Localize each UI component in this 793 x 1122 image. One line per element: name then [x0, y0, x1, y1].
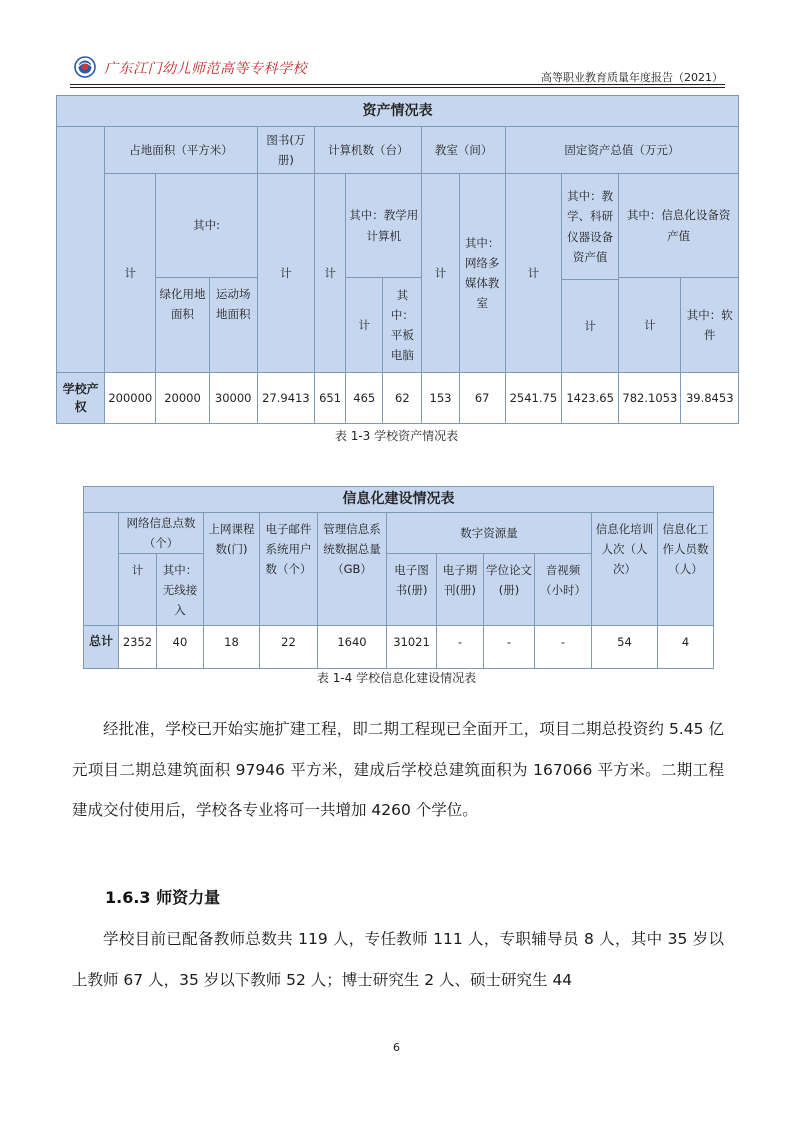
fixed-assets-total-label: 计	[505, 174, 561, 373]
value-it-training: 54	[592, 625, 658, 668]
header-rule	[70, 84, 725, 85]
value-it-staff: 4	[658, 625, 714, 668]
teaching-computers-label: 其中：教学用计算机	[346, 174, 422, 278]
header-mis-data: 管理信息系统数据总量（GB）	[318, 512, 387, 625]
ebooks-label: 电子图书(册)	[387, 553, 437, 625]
value-computers-total: 651	[315, 373, 346, 424]
multimedia-rooms-label: 其中：网络多媒体教室	[459, 174, 505, 373]
header-books: 图书(万册)	[257, 127, 314, 174]
header-computers: 计算机数（台）	[315, 127, 422, 174]
row-school-property: 学校产权	[57, 373, 105, 424]
teaching-equipment-total-label: 计	[562, 280, 619, 373]
school-logo-icon	[74, 56, 96, 78]
value-network-points: 2352	[119, 625, 157, 668]
value-av-hours: -	[535, 625, 592, 668]
header-fixed-assets: 固定资产总值（万元）	[505, 127, 738, 174]
value-land-total: 200000	[105, 373, 156, 424]
it-table-title: 信息化建设情况表	[84, 487, 714, 513]
land-among-label: 其中:	[156, 174, 257, 278]
value-sports-area: 30000	[209, 373, 257, 424]
header-it-training: 信息化培训人次（人次）	[592, 512, 658, 625]
classrooms-total-label: 计	[422, 174, 459, 373]
header-network-points: 网络信息点数（个）	[119, 512, 204, 553]
row-total: 总计	[84, 625, 119, 668]
header-digital-resources: 数字资源量	[387, 512, 592, 553]
assets-table-title: 资产情况表	[57, 96, 739, 127]
av-hours-label: 音视频（小时）	[535, 553, 592, 625]
header-rule-thin	[70, 87, 725, 88]
value-mis-data: 1640	[318, 625, 387, 668]
value-teaching-computers: 465	[346, 373, 383, 424]
header-classrooms: 教室（间）	[422, 127, 505, 174]
wireless-label: 其中：无线接入	[157, 553, 204, 625]
green-area-label: 绿化用地面积	[156, 278, 209, 373]
value-online-courses: 18	[204, 625, 260, 668]
network-points-total-label: 计	[119, 553, 157, 625]
value-classrooms-total: 153	[422, 373, 459, 424]
teaching-computers-total-label: 计	[346, 278, 383, 373]
it-table-caption: 表 1-4 学校信息化建设情况表	[316, 671, 477, 685]
header-email-users: 电子邮件系统用户数（个）	[260, 512, 318, 625]
paragraph-expansion: 经批准，学校已开始实施扩建工程，即二期工程现已全面开工，项目二期总投资约 5.45 亿元项目二期总建筑面积 97946 平方米，建成后学校总建筑面积为 167066 平方米。二期工程建成交付使用后，学校各专业将可一共增加 4260 个学位。	[72, 720, 724, 820]
value-teaching-equipment: 1423.65	[562, 373, 619, 424]
it-row-header-blank	[84, 512, 119, 625]
value-books: 27.9413	[257, 373, 314, 424]
page-header	[70, 52, 725, 88]
value-software: 39.8453	[681, 373, 739, 424]
report-title: 高等职业教育质量年度报告（2021）	[541, 71, 723, 84]
value-green-area: 20000	[156, 373, 209, 424]
value-theses: -	[484, 625, 535, 668]
ejournals-label: 电子期刊(册)	[437, 553, 484, 625]
school-name-logotype: 广东江门幼儿师范高等专科学校	[104, 61, 307, 77]
value-ejournals: -	[437, 625, 484, 668]
teaching-equipment-label: 其中：教学、科研仪器设备资产值	[562, 174, 619, 280]
header-land-area: 占地面积（平方米）	[105, 127, 258, 174]
value-it-equipment: 782.1053	[619, 373, 681, 424]
sports-area-label: 运动场地面积	[209, 278, 257, 373]
books-total-label: 计	[257, 174, 314, 373]
value-tablets: 62	[383, 373, 422, 424]
it-equipment-label: 其中：信息化设备资产值	[619, 174, 739, 278]
value-multimedia-rooms: 67	[459, 373, 505, 424]
header-online-courses: 上网课程数(门)	[204, 512, 260, 625]
page-number: 6	[393, 1041, 400, 1054]
value-wireless: 40	[157, 625, 204, 668]
paragraph-faculty: 学校目前已配备教师总数共 119 人，专任教师 111 人，专职辅导员 8 人，其中 35 岁以上教师 67 人，35 岁以下教师 52 人；博士研究生 2 人、硕士研究生 44	[72, 930, 724, 989]
software-label: 其中：软件	[681, 278, 739, 373]
tablets-label: 其中：平板电脑	[383, 278, 422, 373]
it-equipment-total-label: 计	[619, 278, 681, 373]
value-ebooks: 31021	[387, 625, 437, 668]
assets-table	[56, 95, 739, 424]
section-heading: 1.6.3 师资力量	[105, 888, 221, 907]
theses-label: 学位论文(册)	[484, 553, 535, 625]
header-it-staff: 信息化工作人员数（人）	[658, 512, 714, 625]
it-table	[83, 486, 714, 669]
assets-row-header-blank	[57, 127, 105, 373]
land-total-label: 计	[105, 174, 156, 373]
computers-total-label: 计	[315, 174, 346, 373]
value-email-users: 22	[260, 625, 318, 668]
assets-table-caption: 表 1-3 学校资产情况表	[334, 429, 459, 443]
value-fixed-assets-total: 2541.75	[505, 373, 561, 424]
